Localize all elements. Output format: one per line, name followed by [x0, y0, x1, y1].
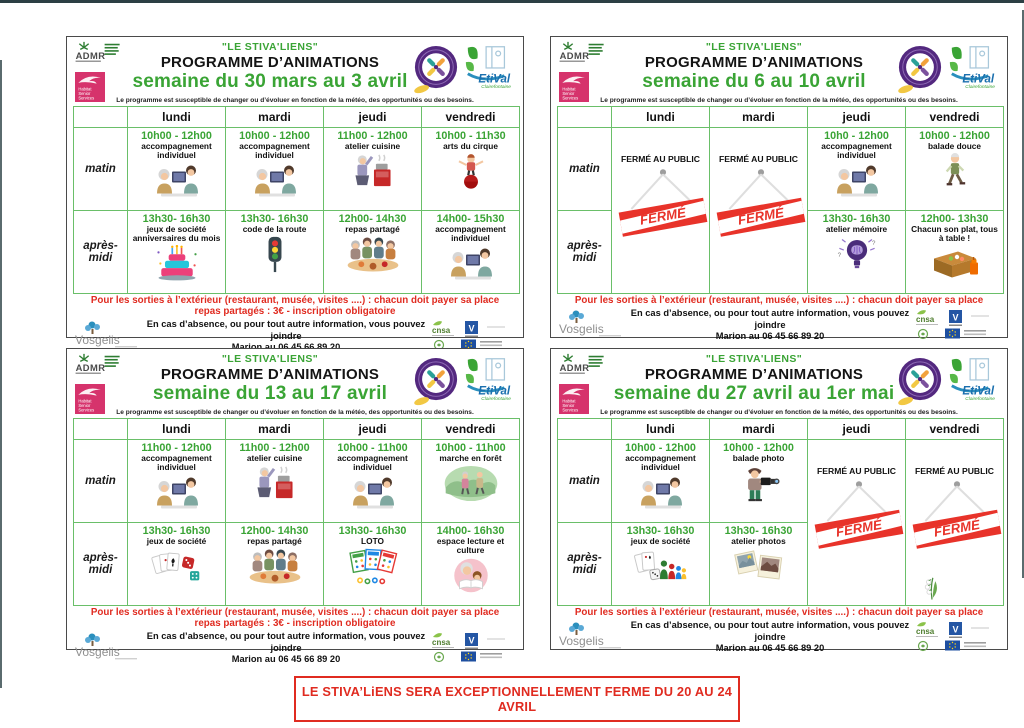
- activity-cell: [612, 440, 710, 523]
- program-title: PROGRAMME D’ANIMATIONS: [644, 366, 864, 383]
- activity-cell: [226, 128, 324, 211]
- shared-meal-icon: [345, 236, 401, 273]
- forest-walk-icon: [443, 465, 499, 502]
- contact-line1: En cas d’absence, ou pour tout autre information, vous pouvez joindre: [146, 319, 426, 341]
- cooking-icon: [249, 465, 301, 502]
- stivaliens-title: "LE STIVA'LIENS": [705, 41, 803, 53]
- activity-cell: [226, 440, 324, 523]
- activity-label: atelier cuisine: [246, 453, 303, 463]
- activity-label: atelier mémoire: [825, 224, 888, 234]
- traffic-light-icon: [249, 236, 301, 273]
- activity-time: 13h30- 16h30: [142, 525, 211, 537]
- day-header-row: [74, 419, 520, 440]
- shared-meal-icon: [247, 548, 303, 585]
- partner-logos: [913, 309, 1001, 341]
- activity-label: repas partagé: [247, 536, 302, 546]
- row-label-apres-midi: après-midi: [74, 211, 128, 294]
- activity-label: accompagnement individuel: [239, 141, 310, 160]
- program-disclaimer: Le programme est susceptible de changer ou d’évoluer en fonction de la météo, des opportunités ou des besoins.: [600, 97, 958, 104]
- ferme-au-public-label: FERMÉ AU PUBLIC: [719, 154, 798, 164]
- cooking-icon: [347, 153, 399, 190]
- activity-label: arts du cirque: [443, 141, 498, 151]
- activity-time: 10h00 - 11h00: [337, 442, 408, 454]
- stivaliens-title: "LE STIVA'LIENS": [221, 41, 319, 53]
- habitat-senior-services-logo: [559, 384, 589, 414]
- flyer-footer: [557, 620, 1001, 655]
- computer-assistance-icon: [831, 162, 883, 199]
- program-title: PROGRAMME D’ANIMATIONS: [160, 54, 380, 71]
- day-mardi: mardi: [226, 419, 324, 440]
- day-mardi: mardi: [710, 419, 808, 440]
- habitat-senior-services-logo: [75, 72, 105, 102]
- computer-assistance-icon: [151, 474, 203, 511]
- contact-info: [145, 631, 427, 666]
- corner-cell: [74, 419, 128, 440]
- activity-time: 10h00 - 12h00: [625, 442, 696, 454]
- scan-edge-left: [0, 60, 2, 688]
- activity-time: 11h00 - 12h00: [141, 442, 212, 454]
- admr-logo: [73, 40, 125, 70]
- activity-label: repas partagé: [345, 224, 400, 234]
- flyer-titles: [611, 352, 897, 405]
- lily-of-the-valley-icon: [922, 572, 942, 602]
- note-repas: repas partagés : 3€ - inscription obligatoire: [194, 617, 396, 629]
- computer-assistance-icon: [635, 474, 687, 511]
- program-disclaimer: Le programme est susceptible de changer ou d’évoluer en fonction de la météo, des opportunités ou des besoins.: [116, 409, 474, 416]
- day-header-row: [558, 419, 1004, 440]
- day-mardi: mardi: [710, 107, 808, 128]
- contact-info: [629, 308, 911, 343]
- activity-label: accompagnement individuel: [435, 224, 506, 243]
- contact-info: [629, 620, 911, 655]
- week-title: semaine du 30 mars au 3 avril: [132, 71, 408, 92]
- row-label-apres-midi: après-midi: [74, 523, 128, 606]
- day-header-row: [558, 107, 1004, 128]
- flyer-header: [557, 40, 1001, 96]
- week-title: semaine du 13 au 17 avril: [152, 383, 388, 404]
- activity-cell: [710, 440, 808, 523]
- activity-label: accompagnement individuel: [625, 453, 696, 472]
- computer-assistance-icon: [445, 245, 497, 282]
- bingo-icon: [345, 548, 401, 585]
- program-table: [557, 418, 1004, 606]
- computer-assistance-icon: [249, 162, 301, 199]
- red-notes: [73, 296, 517, 318]
- day-lundi: lundi: [128, 419, 226, 440]
- activity-time: 11h00 - 12h00: [239, 442, 310, 454]
- day-lundi: lundi: [612, 419, 710, 440]
- activity-cell: [906, 128, 1004, 211]
- activity-time: 10h00 - 12h00: [723, 442, 794, 454]
- activity-label: code de la route: [242, 224, 307, 234]
- activity-label: LOTO: [361, 536, 384, 546]
- activity-time: 12h00- 14h30: [240, 525, 309, 537]
- activity-cell: [226, 523, 324, 606]
- week-title: semaine du 6 au 10 avril: [642, 71, 866, 92]
- computer-assistance-icon: [347, 474, 399, 511]
- activity-time: 10h00 - 12h00: [141, 130, 212, 142]
- day-header-row: [74, 107, 520, 128]
- activity-label: jeux de société: [630, 536, 691, 546]
- activity-cell: [128, 211, 226, 294]
- activity-cell: [324, 523, 422, 606]
- activity-cell: [808, 128, 906, 211]
- activity-label: espace lecture et culture: [436, 536, 505, 555]
- stivaliens-title: "LE STIVA'LIENS": [221, 353, 319, 365]
- lunchbox-icon: [929, 245, 981, 282]
- right-logo-column: [897, 352, 1001, 406]
- circus-icon: [445, 153, 497, 190]
- activity-time: 13h30- 16h30: [724, 525, 793, 537]
- row-label-matin: matin: [558, 128, 612, 211]
- flyer-header: [557, 352, 1001, 408]
- vosgelis-logo: [73, 631, 143, 661]
- reading-icon: [445, 557, 497, 594]
- corner-cell: [558, 107, 612, 128]
- left-logo-column: [557, 40, 611, 102]
- activity-cell: [324, 211, 422, 294]
- activity-time: 14h00- 16h30: [436, 525, 505, 537]
- activity-cell: [128, 128, 226, 211]
- program-title: PROGRAMME D’ANIMATIONS: [644, 54, 864, 71]
- habitat-senior-services-logo: [559, 72, 589, 102]
- morning-row: [558, 128, 1004, 211]
- activity-time: 10h00 - 11h30: [435, 130, 506, 142]
- activity-label: atelier cuisine: [344, 141, 401, 151]
- memory-brain-bulb-icon: [831, 236, 883, 273]
- habitat-senior-services-logo: [75, 384, 105, 414]
- ferme-hanging-sign-icon: [712, 168, 808, 246]
- row-label-matin: matin: [558, 440, 612, 523]
- row-label-apres-midi: après-midi: [558, 211, 612, 294]
- flyer-week-1: [66, 36, 524, 341]
- vosgelis-logo: [73, 319, 143, 349]
- note-sorties: Pour les sorties à l’extérieur (restaurant, musée, visites ....) : chacun doit payer sa place: [90, 607, 500, 618]
- left-logo-column: [73, 40, 127, 102]
- activity-cell: [324, 128, 422, 211]
- activity-time: 11h00 - 12h00: [337, 130, 408, 142]
- day-jeudi: jeudi: [324, 107, 422, 128]
- activity-cell: [128, 523, 226, 606]
- activity-cell: [324, 440, 422, 523]
- activity-time: 12h00- 14h30: [338, 213, 407, 225]
- etival-clairefontaine-logo: [462, 356, 516, 402]
- day-jeudi: jeudi: [808, 107, 906, 128]
- activity-cell: [808, 211, 906, 294]
- red-notes: [557, 296, 1001, 307]
- admr-logo: [557, 40, 609, 70]
- activity-label: accompagnement individuel: [821, 141, 892, 160]
- ferme-hanging-sign-icon: [614, 168, 710, 246]
- scan-edge-top: [0, 0, 1024, 3]
- row-label-apres-midi: après-midi: [558, 523, 612, 606]
- activity-time: 10h0 - 12h00: [824, 130, 889, 142]
- activity-cell: [128, 440, 226, 523]
- activity-time: 10h00 - 12h00: [239, 130, 310, 142]
- birthday-cake-icon: [151, 245, 203, 282]
- activity-label: jeux de société anniversaires du mois: [132, 224, 221, 243]
- activity-cell: [226, 211, 324, 294]
- day-jeudi: jeudi: [808, 419, 906, 440]
- flyer-week-2: [550, 36, 1008, 342]
- partner-logos: [429, 632, 517, 664]
- ferme-hanging-sign-icon: [908, 480, 1004, 558]
- flyer-header: [73, 352, 517, 408]
- afternoon-row: [74, 211, 520, 294]
- note-sorties: Pour les sorties à l’extérieur (restaurant, musée, visites ....) : chacun doit payer sa place: [574, 607, 984, 618]
- flyer-titles: [611, 40, 897, 93]
- computer-assistance-icon: [151, 162, 203, 199]
- activity-label: atelier photos: [731, 536, 786, 546]
- activity-cell: [422, 523, 520, 606]
- note-sorties: Pour les sorties à l’extérieur (restaurant, musée, visites ....) : chacun doit payer sa place: [90, 295, 500, 306]
- activity-label: accompagnement individuel: [141, 141, 212, 160]
- note-repas: repas partagés : 3€ - inscription obligatoire: [194, 305, 396, 317]
- ferme-au-public-label: FERMÉ AU PUBLIC: [817, 466, 896, 476]
- right-logo-column: [413, 40, 517, 94]
- day-vendredi: vendredi: [422, 107, 520, 128]
- program-disclaimer: Le programme est susceptible de changer ou d’évoluer en fonction de la météo, des opportunités ou des besoins.: [116, 97, 474, 104]
- activity-time: 12h00- 13h30: [920, 213, 989, 225]
- day-lundi: lundi: [612, 107, 710, 128]
- activity-time: 10h00 - 12h00: [919, 130, 990, 142]
- activity-label: Chacun son plat, tous à table !: [911, 224, 998, 243]
- program-title: PROGRAMME D’ANIMATIONS: [160, 366, 380, 383]
- activity-cell: [906, 211, 1004, 294]
- closure-announcement-banner: LE STIVA’LiENS SERA EXCEPTIONNELLEMENT FERME DU 20 AU 24 AVRIL: [294, 676, 740, 722]
- cards-dice-icon: [151, 548, 203, 585]
- contact-line1: En cas d’absence, ou pour tout autre information, vous pouvez joindre: [630, 308, 910, 330]
- ferme-hanging-sign-icon: [810, 480, 906, 558]
- day-vendredi: vendredi: [422, 419, 520, 440]
- conference-financeurs-badge-icon: [413, 356, 459, 406]
- morning-row: [558, 440, 1004, 523]
- closed-cell: [710, 128, 808, 294]
- photographer-icon: [733, 465, 785, 502]
- closed-cell: [808, 440, 906, 606]
- day-mardi: mardi: [226, 107, 324, 128]
- contact-line2: Marion au 06 45 66 89 20: [715, 643, 825, 654]
- contact-line1: En cas d’absence, ou pour tout autre information, vous pouvez joindre: [146, 631, 426, 653]
- vosgelis-logo: [557, 308, 627, 338]
- activity-label: jeux de société: [146, 536, 207, 546]
- etival-clairefontaine-logo: [946, 356, 1000, 402]
- ferme-au-public-label: FERMÉ AU PUBLIC: [621, 154, 700, 164]
- activity-time: 13h30- 16h30: [626, 525, 695, 537]
- day-lundi: lundi: [128, 107, 226, 128]
- activity-label: balade douce: [927, 141, 982, 151]
- activity-time: 13h30- 16h30: [142, 213, 211, 225]
- activity-time: 13h30- 16h30: [822, 213, 891, 225]
- closed-cell: [906, 440, 1004, 606]
- row-label-matin: matin: [74, 128, 128, 211]
- activity-cell: [710, 523, 808, 606]
- afternoon-row: [74, 523, 520, 606]
- corner-cell: [558, 419, 612, 440]
- activity-cell: [422, 128, 520, 211]
- activity-cell: [612, 523, 710, 606]
- red-notes: [73, 608, 517, 630]
- contact-line2: Marion au 06 45 66 89 20: [231, 654, 341, 665]
- flyer-week-3: [66, 348, 524, 665]
- flyer-header: [73, 40, 517, 96]
- contact-line1: En cas d’absence, ou pour tout autre information, vous pouvez joindre: [630, 620, 910, 642]
- program-disclaimer: Le programme est susceptible de changer ou d’évoluer en fonction de la météo, des opportunités ou des besoins.: [600, 409, 958, 416]
- admr-logo: [557, 352, 609, 382]
- flyer-titles: [127, 352, 413, 405]
- program-table: [73, 106, 520, 294]
- program-table: [557, 106, 1004, 294]
- activity-label: marche en forêt: [439, 453, 502, 463]
- red-notes: [557, 608, 1001, 619]
- corner-cell: [74, 107, 128, 128]
- left-logo-column: [557, 352, 611, 414]
- activity-label: accompagnement individuel: [337, 453, 408, 472]
- conference-financeurs-badge-icon: [897, 44, 943, 94]
- flyer-footer: [557, 308, 1001, 343]
- row-label-matin: matin: [74, 440, 128, 523]
- right-logo-column: [413, 352, 517, 406]
- note-sorties: Pour les sorties à l’extérieur (restaurant, musée, visites ....) : chacun doit payer sa place: [574, 295, 984, 306]
- board-game-pawns-icon: [633, 548, 689, 585]
- etival-clairefontaine-logo: [462, 44, 516, 90]
- admr-logo: [73, 352, 125, 382]
- flyer-footer: [73, 631, 517, 666]
- activity-cell: [422, 211, 520, 294]
- activity-time: 13h30- 16h30: [240, 213, 309, 225]
- morning-row: [74, 128, 520, 211]
- photo-prints-icon: [731, 548, 787, 585]
- week-title: semaine du 27 avril au 1er mai: [613, 383, 895, 404]
- right-logo-column: [897, 40, 1001, 94]
- walking-icon: [929, 153, 981, 190]
- partner-logos: [913, 621, 1001, 653]
- morning-row: [74, 440, 520, 523]
- flyer-week-4: [550, 348, 1008, 654]
- quadrant-grid: [66, 36, 1008, 665]
- activity-label: accompagnement individuel: [141, 453, 212, 472]
- activity-label: balade photo: [732, 453, 785, 463]
- activity-time: 13h30- 16h30: [338, 525, 407, 537]
- activity-cell: [422, 440, 520, 523]
- activity-time: 14h00- 15h30: [436, 213, 505, 225]
- contact-line2: Marion au 06 45 66 89 20: [715, 331, 825, 342]
- stivaliens-title: "LE STIVA'LIENS": [705, 353, 803, 365]
- conference-financeurs-badge-icon: [897, 356, 943, 406]
- day-vendredi: vendredi: [906, 107, 1004, 128]
- closed-cell: [612, 128, 710, 294]
- conference-financeurs-badge-icon: [413, 44, 459, 94]
- program-table: [73, 418, 520, 606]
- flyer-titles: [127, 40, 413, 93]
- vosgelis-logo: [557, 620, 627, 650]
- day-jeudi: jeudi: [324, 419, 422, 440]
- day-vendredi: vendredi: [906, 419, 1004, 440]
- etival-clairefontaine-logo: [946, 44, 1000, 90]
- activity-time: 10h00 - 11h00: [435, 442, 506, 454]
- left-logo-column: [73, 352, 127, 414]
- ferme-au-public-label: FERMÉ AU PUBLIC: [915, 466, 994, 476]
